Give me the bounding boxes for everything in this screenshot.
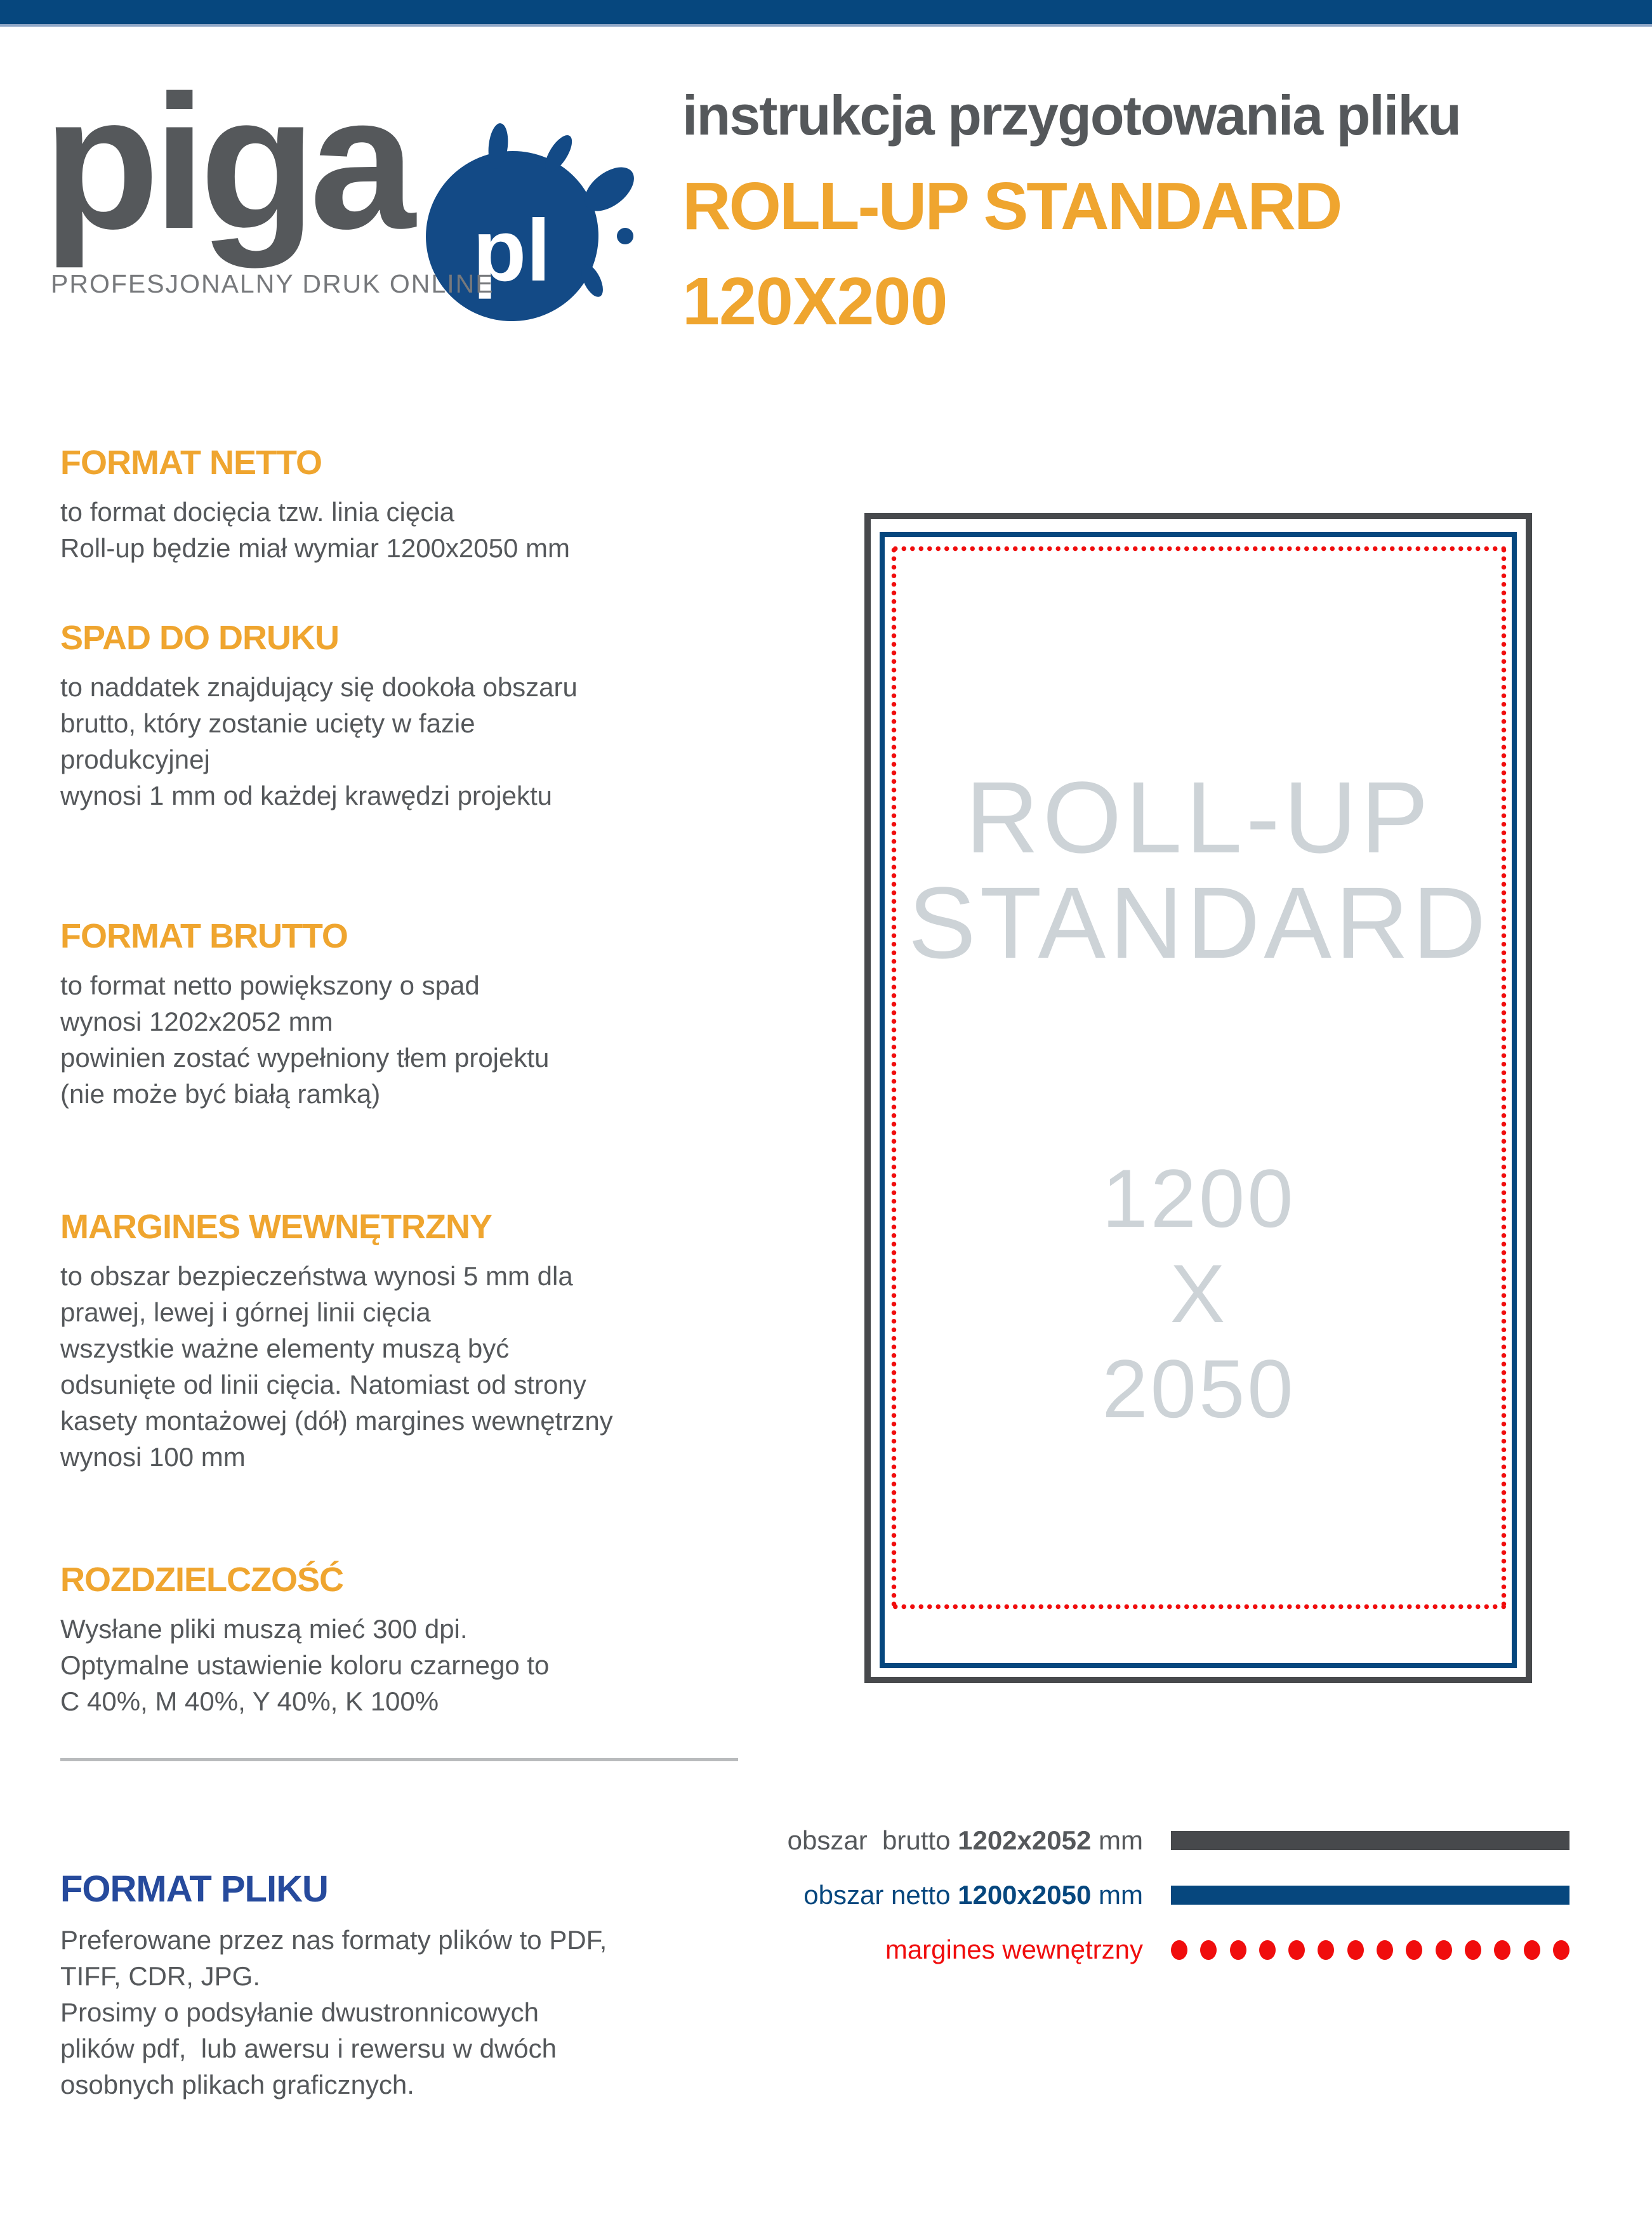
legend-swatch-margin-dots [1171,1940,1569,1960]
section-text-line: to format docięcia tzw. linia cięcia [60,497,454,527]
legend-row-margines [692,1934,1569,1964]
section-text-line: Prosimy o podsyłanie dwustronnicowych [60,1997,539,2027]
section-text-line: wynosi 100 mm [60,1442,246,1472]
section-format-netto [60,446,746,566]
section-text-line: to obszar bezpieczeństwa wynosi 5 mm dla [60,1261,573,1291]
page-title [682,84,1622,339]
section-text-line: TIFF, CDR, JPG. [60,1961,260,1991]
section-text-line: powinien zostać wypełniony tłem projektu [60,1043,550,1073]
legend-label: obszar brutto 1202x2052 mm [787,1825,1143,1855]
section-text-line: to format netto powiększony o spad [60,970,480,1000]
watermark-line-2: STANDARD [908,866,1490,980]
legend-dot [1347,1940,1364,1960]
legend-dot [1230,1940,1246,1960]
watermark-dim-separator: X [1170,1247,1228,1340]
logo-wordmark: piga [43,55,409,268]
legend-swatch-brutto-bar [1171,1831,1569,1850]
legend-dot [1406,1940,1422,1960]
watermark-dim-width: 1200 [1102,1151,1296,1245]
legend [692,1825,1569,1994]
section-rozdzielczosc [60,1563,746,1719]
legend-dot [1436,1940,1452,1960]
legend-row-brutto [692,1825,1569,1855]
section-divider [60,1758,738,1761]
section-text-line: Optymalne ustawienie koloru czarnego to [60,1650,550,1680]
section-heading: ROZDZIELCZOŚĆ [60,1561,343,1599]
legend-dot [1200,1940,1217,1960]
section-text-line: wynosi 1202x2052 mm [60,1007,333,1036]
watermark-dim-height: 2050 [1102,1342,1296,1435]
title-line-3: 120X200 [682,264,948,339]
section-format-brutto [60,919,746,1112]
top-accent-underline [0,24,1652,27]
logo-tld-text: pl [473,202,551,300]
section-text-line: prawej, lewej i górnej linii cięcia [60,1297,431,1327]
legend-dot [1553,1940,1569,1960]
section-spad-do-druku [60,621,746,814]
section-heading: MARGINES WEWNĘTRZNY [60,1208,492,1246]
legend-dot [1171,1940,1187,1960]
legend-dot [1288,1940,1305,1960]
legend-dot [1465,1940,1481,1960]
legend-label: obszar netto 1200x2050 mm [803,1880,1143,1910]
section-text-line: odsunięte od linii cięcia. Natomiast od strony [60,1370,586,1399]
section-text-line: Wysłane pliki muszą mieć 300 dpi. [60,1614,468,1644]
legend-row-netto [692,1880,1569,1910]
legend-dot [1318,1940,1334,1960]
section-text-line: plików pdf, lub awersu i rewersu w dwóch [60,2034,557,2063]
legend-dot [1259,1940,1276,1960]
legend-dot [1494,1940,1510,1960]
dotted-edge-bottom [891,1604,1507,1610]
legend-swatch-netto-bar [1171,1886,1569,1905]
section-text-line: Preferowane przez nas formaty plików to PDF, [60,1925,607,1955]
section-heading: FORMAT PLIKU [60,1868,328,1910]
section-text-line: brutto, który zostanie ucięty w fazie [60,708,475,738]
legend-dot [1377,1940,1393,1960]
legend-dot [1524,1940,1540,1960]
section-text-line: produkcyjnej [60,744,210,774]
diagram-watermark [891,546,1507,1436]
section-text-line: wszystkie ważne elementy muszą być [60,1333,510,1363]
title-line-1: instrukcja przygotowania pliku [682,84,1461,147]
section-text-line: Roll-up będzie miał wymiar 1200x2050 mm [60,533,571,563]
section-heading: FORMAT BRUTTO [60,917,348,955]
section-text-line: osobnych plikach graficznych. [60,2070,414,2100]
title-line-2: ROLL-UP STANDARD [682,169,1341,244]
logo-tagline: PROFESJONALNY DRUK ONLINE [51,269,494,298]
section-heading: SPAD DO DRUKU [60,619,340,657]
section-text-line: kasety montażowej (dół) margines wewnętrzny [60,1406,613,1436]
legend-label: margines wewnętrzny [885,1934,1143,1964]
watermark-dimensions [891,1151,1507,1436]
top-accent-bar [0,0,1652,24]
section-text-line: (nie może być białą ramką) [60,1079,381,1109]
watermark-line-1: ROLL-UP [965,760,1432,874]
section-heading: FORMAT NETTO [60,444,322,482]
section-text-line: to naddatek znajdujący się dookoła obszaru [60,672,578,702]
section-text-line: wynosi 1 mm od każdej krawędzi projektu [60,781,552,810]
section-format-pliku [60,1868,746,2103]
section-text-line: C 40%, M 40%, Y 40%, K 100% [60,1686,439,1716]
section-margines-wewnetrzny [60,1210,746,1475]
